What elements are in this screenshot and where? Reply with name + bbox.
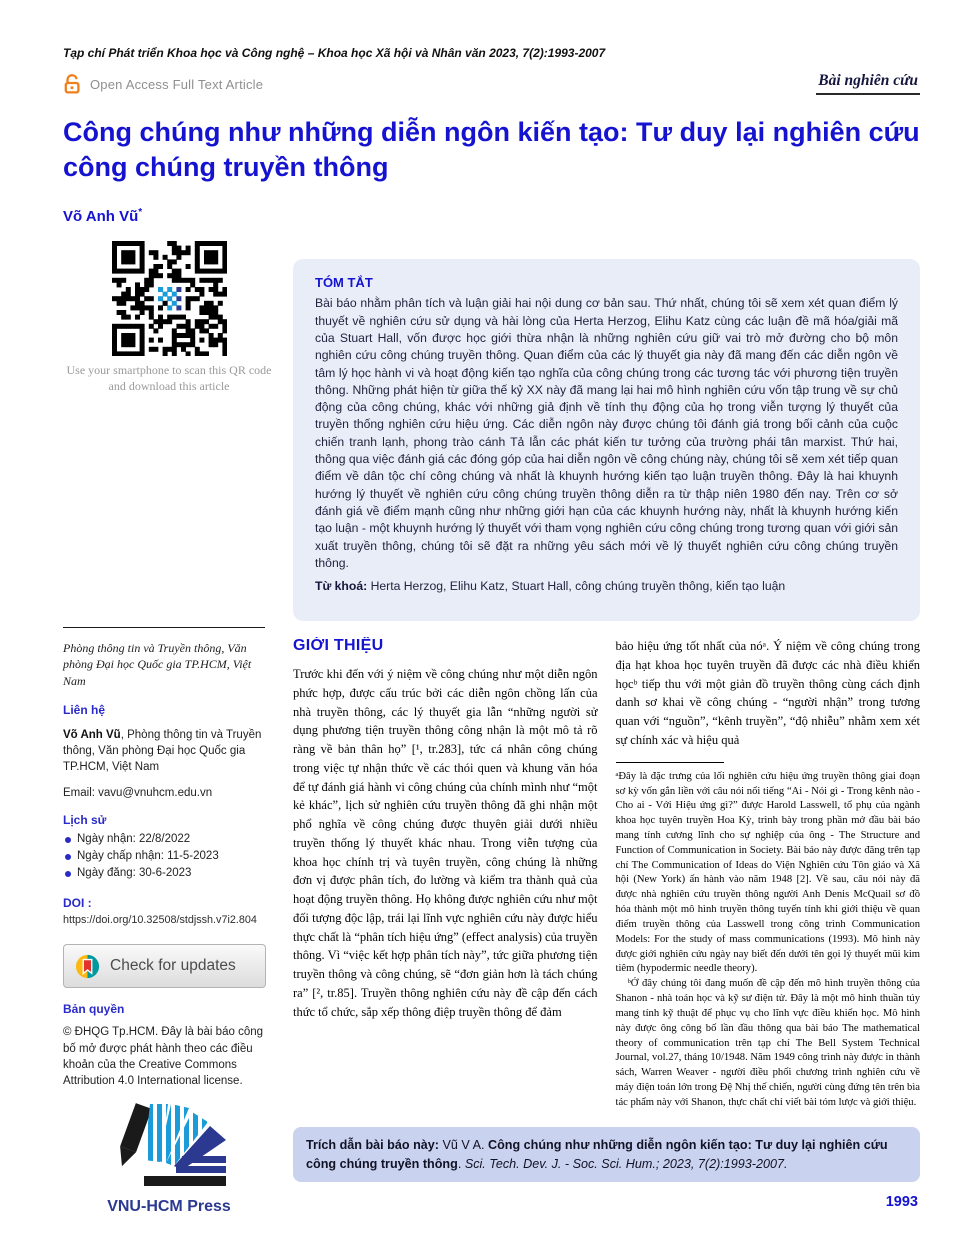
body-column-2 (616, 637, 921, 1111)
abstract-panel (293, 259, 920, 621)
footnote-b: ᵇỞ đây chúng tôi đang muốn đề cập đến mô hình truyền thông của Shanon - nhà toán học và kỹ sư điện tử. Đây là một mô hình thuần túy mang tính kỹ thuật để phục vụ cho lĩnh vực điều khiển học. Mô hình này được ông công bố lần đầu thông qua bài báo The mathematical theory of communication trên tạp chí The Bell System Technical Journal, vol.27, tháng 10/1948. Năm 1949 công trình này được in thành sách, Warren Weaver - người điều phối chương trình nghiên cứu về máy điện toán lớn trong Đệ Nhị thế chiến, người cùng đứng tên trên bìa tác phẩm này với Shanon, thực chất chỉ viết bài tóm lược và giới thiệu. (615, 978, 920, 1108)
abstract-body: Bài báo nhằm phân tích và luận giải hai nội dung cơ bản sau. Thứ nhất, chúng tôi sẽ xem xét quan điểm lý thuyết về nghiên cứu sử dụng và hài lòng của Herta Herzog, Elihu Katz cùng các luận đề mã hóa/giải mã của Stuart Hall, vốn được học giới thừa nhận là những nghiên cứu giữ vai trò mở đường cho bộ môn nghiên cứu công chúng truyền thông. Quan điểm của các lý thuyết gia này đã mang đến các diễn ngôn về tâm lý học hành vi và hoạt động kiến tạo nghĩa của công chúng trong các tương tác với phương tiện truyền thông. Những phát hiện từ giữa thế kỷ XX này đã mang lại hai mô hình nghiên cứu vốn tập trung về sự chủ động của công chúng, khác với những giả định về tính thụ động của họ trong viễn tượng lý thuyết của truyền thống nghiên cứu hiệu ứng. Các diễn ngôn này được chúng tôi đánh giá trong bối cảnh của cuộc chiến tranh lạnh, phong trào cánh Tả lẫn các phát kiến tư tưởng của trường phái tân marxist. Thứ hai, thông qua việc đánh giá các đóng góp của hai diễn ngôn về công chúng này, chúng tôi sẽ xem xét tiếp quan điểm về dân tộc chí công chúng và nhất là khuynh hướng kiến tạo luận truyền thông. Đây là hai khuynh hướng lý thuyết về nghiên cứu công chúng truyền thông diễn ra từ thập niên 1980 đến nay. Trên cơ sở đánh giá về điểm mạnh cũng như những giới hạn của các khuynh hướng này, nhất là khuynh hướng kiến tạo luận - một khuynh hướng lý thuyết với tham vọng nghiên cứu công chúng trong tương quan với giới sản xuất truyền thông, chúng tôi sẽ đặt ra những yêu sách mới về lý thuyết nghiên cứu công chúng truyền thông. (315, 296, 898, 571)
content-column (293, 241, 920, 1216)
citation-source: Sci. Tech. Dev. J. - Soc. Sci. Hum.; 2023, 7(2):1993-2007. (464, 1156, 788, 1171)
citation-label: Trích dẫn bài báo này: (306, 1138, 439, 1153)
check-updates-button[interactable] (63, 944, 266, 988)
page-number: 1993 (885, 1194, 918, 1210)
citation-title: Công chúng như những diễn ngôn kiến tạo: Tư duy lại nghiên cứu công chúng truyền thông (306, 1138, 888, 1171)
body-columns (293, 637, 920, 1111)
contact-heading: Liên hệ (63, 703, 106, 718)
contact-name: Võ Anh Vũ (63, 729, 121, 742)
author-line (63, 207, 920, 225)
abstract-heading: TÓM TẮT (315, 275, 373, 291)
contact-rest: , Phòng thông tin và Truyền thông, Văn phòng Đại học Quốc gia TP.HCM, Việt Nam (63, 729, 262, 774)
copyright-heading: Bản quyền (63, 1002, 125, 1017)
journal-header-line: Tạp chí Phát triển Khoa học và Công nghệ – Khoa học Xã hội và Nhân văn 2023, 7(2):1993-2007 (63, 46, 606, 60)
history-list (63, 831, 275, 882)
press-logo (63, 1100, 275, 1216)
footnote-separator (616, 762, 724, 763)
header-row (63, 72, 920, 95)
contact-text (63, 727, 275, 775)
citation-box (293, 1127, 920, 1182)
keywords-text: Herta Herzog, Elihu Katz, Stuart Hall, công chúng truyền thông, kiến tạo luận (370, 579, 786, 594)
body-text-col1: Trước khi đến với ý niệm về công chúng như một diễn ngôn phức hợp, được cấu trúc bởi các diễn ngôn chồng lấn của nhà truyền thông, các lý thuyết gia lẫn “những người sử dụng phương tiện truyền thông công nhận là một mô tả rõ ràng về bản thân họ” [¹, tr.283], tức cá nhân công chúng trong việc tự nhận thức về các thói quen và khung văn hóa để tự đánh giá hành vi công chúng của chính mình như “một kẻ khác”, lịch sử nghiên cứu truyền thông đã ghi nhận một phổ nghĩa về công chúng được thuyên giải dưới nhiều truyền thống lý thuyết khác nhau. Trong viễn tượng của khoa học chính trị và tuyên truyền, công chúng là những đơn vị được phân tích, đo lường và kiểm tra thành quả của hoạt động truyền thông. Họ không được nghiên cứu như một đối tượng độc lập, trái lại lĩnh vực nghiên cứu này được hiểu thực chất là “phân tích hiệu ứng” (effect analysis) của truyền thông. Vì “việc kết hợp phân tích này”, tức giữa phương tiện truyền thông và công chúng, sẽ “đơn giản hơn là tách chúng ra” [², tr.85]. Truyền thông nghiên cứu này đề cập đến cách thức tổ chức, sắp xếp thông điệp truyền thông để đảm (293, 667, 598, 1019)
copyright-text: © ĐHQG Tp.HCM. Đây là bài báo công bố mở được phát hành theo các điều khoản của the Creative Commons Attribution 4.0 International license. (63, 1026, 264, 1088)
sidebar-divider (63, 627, 265, 628)
keywords-label: Từ khoá: (315, 579, 368, 594)
section-heading-intro: GIỚI THIỆU (293, 637, 384, 655)
check-updates-label: Check for updates (110, 957, 236, 975)
article-type-badge: Bài nghiên cứu (816, 72, 920, 95)
press-logo-graphic (94, 1100, 244, 1196)
keywords-line (315, 579, 898, 593)
email-link[interactable]: Email: vavu@vnuhcm.edu.vn (63, 787, 213, 800)
open-access-lock-icon (63, 73, 83, 95)
body-column-1 (293, 637, 598, 1111)
citation-separator: . (457, 1156, 465, 1171)
author-name: Võ Anh Vũ (63, 208, 139, 226)
history-item-received: Ngày nhận: 22/8/2022 (63, 831, 275, 848)
history-item-published: Ngày đăng: 30-6-2023 (63, 865, 275, 882)
qr-caption: Use your smartphone to scan this QR code and download this article (66, 363, 272, 394)
crossmark-icon (74, 953, 101, 980)
body-text-col2: bảo hiệu ứng tốt nhất của nóᵃ. Ý niệm về công chúng trong địa hạt khoa học tuyên truyền đã được các nhà điều khiển họcᵇ tiếp thu với một giản đồ truyền thông cùng cách định danh sơ khai về công chúng - “người nhận” trong tương quan với “nguồn”, “kênh truyền”, “độ nhiễu” nhằm xem xét sự chính xác và hiệu quả (615, 639, 920, 747)
doi-heading: DOI : (63, 896, 92, 911)
sidebar (63, 241, 275, 1216)
page-title: Công chúng như những diễn ngôn kiến tạo: Tư duy lại nghiên cứu công chúng truyền thông (63, 117, 920, 183)
citation-authors: Vũ V A. (438, 1138, 488, 1153)
history-heading: Lịch sử (63, 813, 107, 828)
author-asterisk: * (138, 207, 143, 219)
doi-link[interactable]: https://doi.org/10.32508/stdjssh.v7i2.804 (63, 914, 257, 927)
open-access-label: Open Access Full Text Article (90, 76, 264, 92)
press-logo-text: VNU-HCM Press (107, 1197, 231, 1215)
footnote-a: ᵃĐây là đặc trưng của lối nghiên cứu hiệu ứng truyền thông giai đoạn sơ kỳ vốn gắn liền với câu nói nổi tiếng “Ai - Nói gì - Trong kênh nào - Cho ai - Với Hiệu ứng gì?” được Harold Lasswell, tổ phụ của ngành khoa học tuyên truyền Hoa Kỳ, trình bày trong phần mở đầu bài báo mang tính cương lĩnh cho sự nghiệp của ông - The Structure and Function of Communication in Society. Bài báo này được đăng trên tạp chí The Communication of Ideas do Viện Nghiên cứu Tôn giáo và Xã hội (New York) ấn hành vào năm 1948 [2]. Về sau, câu nói này đã được nhà nghiên cứu truyền thông người Anh Denis McQuail sơ đồ hóa thành một mô hình truyền thông tuyến tính khi giới thiệu về quan điểm truyền thông của Lasswell trong công trình Communication Models: For the study of mass communications (1993). Mô hình này được giới nghiên cứu ngày nay biết đến dưới tên gọi lý thuyết mũi kim tiêm (hypodermic needle theory). (615, 770, 920, 975)
affiliation-text: Phòng thông tin và Truyền thông, Văn phòng Đại học Quốc gia TP.HCM, Việt Nam (63, 640, 252, 688)
qr-code (112, 241, 227, 356)
history-item-accepted: Ngày chấp nhận: 11-5-2023 (63, 848, 275, 865)
